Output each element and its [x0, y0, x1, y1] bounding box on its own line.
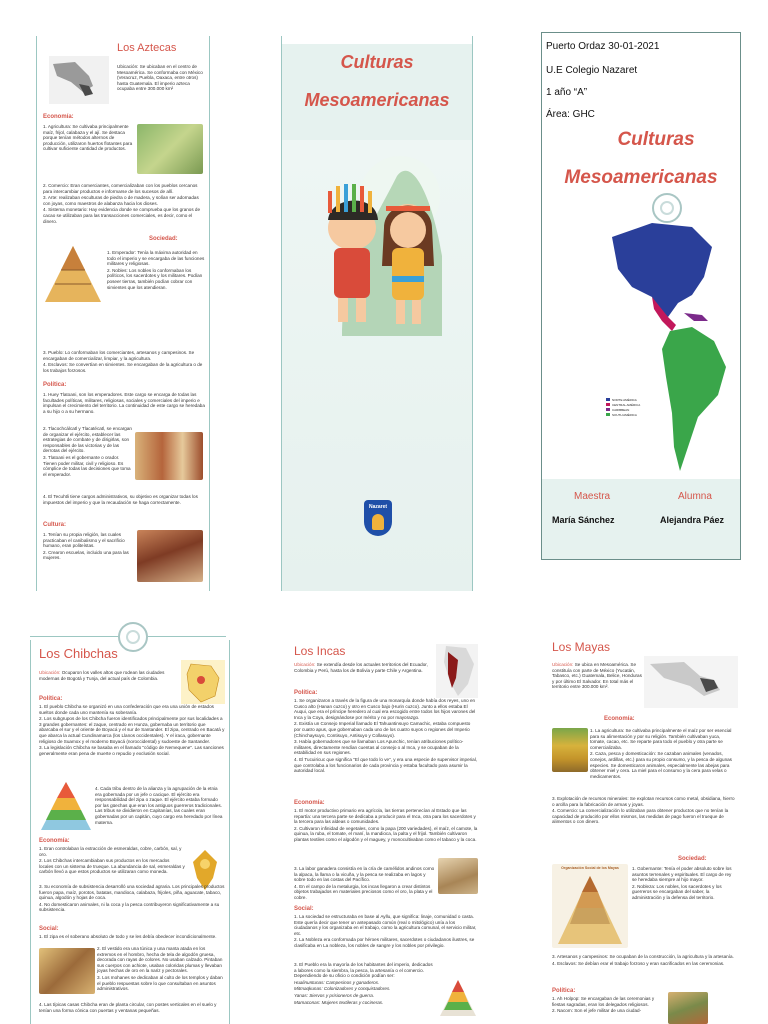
chibchas-ubicacion-label: Ubicación:: [39, 670, 61, 675]
portada-map-legend: [606, 397, 640, 417]
chibchas-top-rule-right: [148, 636, 226, 637]
chibchas-politica-2: 2. Los subgrupos de los Chibcha fueron identificados principalmente por sus localidades a 3 grandes gobernantes: el zaque, centrado en Hunza, gobernaba un territorio que abarcaba el sur y el oriente de Boyacá y el sur de Santander. El zipa, centrado en Bacatá y que abarca la actual Cundinamarca (los Llanos occidentales). Y el iraca, gobernante religioso de Suamox y el moderno Boyacá (noroccidental) y sudoeste de Santander.: [39, 716, 225, 744]
incas-pyramid-image: [438, 978, 478, 1018]
aztecas-cultura-image: [137, 530, 203, 582]
aztecas-economia-image: [137, 124, 203, 174]
panel-incas: [286, 640, 482, 1024]
aztecas-sociedad-list-2: [43, 350, 205, 374]
portada-central-logo: [364, 500, 392, 536]
portada-central-children-illustration: [302, 136, 452, 336]
incas-ubicacion: [294, 662, 434, 673]
aztecas-economia-4: 4. Sistema monetario: Hay evidencia donde se comprueba que los granos de cacao se utilizaban para las transacciones comerciales, es decir, como el dinero.: [43, 207, 201, 224]
incas-ubicacion-label: Ubicación:: [294, 662, 316, 667]
incas-title: Los Incas: [294, 644, 346, 658]
aztecas-cultura-list: [43, 532, 135, 562]
chibchas-social-1: 1. El zipa es el soberano absoluto de todo y se les debía obedecer incondicionalmente.: [39, 934, 217, 939]
mayas-economia-3: 3. Explotación de recursos minerales: Se explotan recursos como metal, obsidiana, hierro o arcilla para la fabricación de armas y joyas.: [552, 796, 735, 807]
mayas-ubicacion-label: Ubicación:: [552, 662, 574, 667]
portada-school: U.E Colegio Nazaret: [546, 65, 638, 76]
incas-social-head: Social:: [294, 906, 314, 912]
incas-politica-1: 1. Se organizaron a través de la figura de una monarquía donde había dos reyes, uno en Cusco alto (Hanan cuzco) y otro en Cusco bajo (Hurin cuzco). Junto a ellos estaba El Auqui, que era el príncipe heredero al cual era escogido entre todos los hijos varones del Inca y la Coya, designándose por mérito y no por mayorazgo.: [294, 698, 476, 720]
incas-politica-4: 4. El Tucuiricuc que significa "El que todo lo ve", y era una especie de supervisor imperial, que controlaba a los funcionarios de cada provincia y estaba facultado para asumir la autoridad local.: [294, 756, 478, 774]
portada-area: Área: GHC: [546, 109, 595, 120]
portada-city-date: Puerto Ordaz 30-01-2021: [546, 41, 660, 52]
mayas-sociedad-2: 2. Nobleza: Los nobles, los sacerdotes y los guerreros se encargaban del saber, la administración y la defensa del territorio.: [632, 883, 722, 900]
incas-economia-3: 3. La labor ganadera consistía en la cría de camélidos andinos como la alpaca, la llama o la vicuña, y la pesca se realizaba en lagos y sobre todo en las costas del Pacífico.: [294, 866, 435, 883]
chibchas-social-image: [39, 948, 95, 994]
legend-label: NORTE AMÉRICA: [612, 397, 637, 402]
mayas-sociedad-head: Sociedad:: [678, 856, 707, 862]
incas-social-7: Mamaconas: Mujeres textileras y cocineras.: [294, 999, 384, 1005]
chibchas-social-head: Social:: [39, 926, 59, 932]
aztecas-sociedad-list: [107, 250, 205, 291]
incas-politica-3: 3. Había gobernadores que se llamaban Los Apunchic, tenían atribuciones político-militares, directamente rendían cuentas al consejo o al Inca, y se ocupaban de la estabilidad en sus regiones.: [294, 739, 464, 756]
incas-economia-1: 1. El motor productivo primario era agrícola, las tierras pertenecían al Estado que las repartía: una tercera parte se dedicaba a producir para el Inca, otra para los sacerdotes y la tercera para las aldeas o comunidades.: [294, 808, 476, 825]
incas-economia-4: 4. En el campo de la metalurgia, los incas llegaron a crear distintos objetos trabajados en materiales preciosos como el oro, la plata y el cobre.: [294, 883, 433, 900]
chibchas-economia-3: 3. Su economía de subsistencia desarrolló una sociedad agraria. Los principales productos fueron papa, maíz, porotos, batatas, mandioca, calabaza, frijoles, piña, aguacate, tabaco, quinua, algodón y hojas de coca.: [39, 884, 225, 901]
incas-social-6: Yanas: Siervos y prisioneros de guerra.: [294, 992, 375, 998]
chibchas-social-3: 3. Los mohanes se dedicaban al culto de los templos y daban el pueblo respuestas sobre lo que consultaban en asuntos administrativos.: [97, 974, 223, 992]
aztecas-politica-2: 2. Tlacochcálcatl y Tlacatécatl, se encargan de organizar el ejército, establecer las estrategias de combate y de dirigirlas, son responsables de las victorias y de las derrotas del ejército.: [43, 426, 132, 454]
mayas-politica-1: 1. Ah Holpop: Se encargaban de las ceremonias y fiestas sagradas, eran los delegados religiosos.: [552, 996, 655, 1007]
mayas-sociedad-list-2: [552, 954, 736, 967]
aztecas-economia-2: 2. Comercio: Eran comerciantes, comercializaban con los pueblos cercanos para intercambiar productos e informarse de los sucesos de allí.: [43, 183, 198, 194]
mayas-politica-head: Política:: [552, 988, 576, 994]
aztecas-sociedad-head: Sociedad:: [149, 236, 178, 242]
panel-portada-central: [281, 36, 473, 591]
aztecas-politica-1: 1. Huey Tlatoani, son los emperadores. Este cargo se encarga de todas las facultades políticas, militares, religiosas, sociales y comerciales del imperio e impulsan el crecimiento del territorio. La continuidad de este cargo se heredaba a su hijo o a su hermano.: [43, 392, 205, 414]
chibchas-social-list-3: [39, 1002, 225, 1014]
chibchas-ubicacion: [39, 670, 179, 681]
incas-politica-list: [294, 698, 478, 775]
incas-social-5: Mitmaqkunas: Colonizadores y conquistadores.: [294, 986, 391, 992]
aztecas-politica-list: [43, 392, 205, 415]
panel-portada: [541, 32, 741, 560]
legend-label: CARIBBEAN: [612, 407, 630, 412]
incas-economia-list: [294, 808, 478, 844]
mayas-corn-image: [552, 728, 588, 772]
aztecas-pyramid-image: [43, 244, 103, 304]
mayas-pyramid-label: Organización Social de los Mayas: [561, 866, 619, 870]
incas-social-3: 3. El Pueblo era la mayoría de los habitantes del imperio, dedicados a labores como la siembra, la pesca, la artesanía o el comercio. Dependiendo de su oficio o condición podían ser:: [294, 962, 433, 979]
legend-item: [606, 402, 640, 407]
aztecas-politica-4: 4. El Tecuhtli tiene cargos administrativos, su objetivo es organizar todas los impuestos del imperio y que la recaudación se haga correctamente.: [43, 494, 198, 505]
aztecas-title: Los Aztecas: [117, 42, 177, 54]
incas-ubicacion-text: Se extendía desde los actuales territorios del Ecuador, Colombia y Perú, hasta los de Bolivia y parte Chile y Argentina.: [294, 662, 428, 673]
chibchas-economia-4: 4. No domesticaron animales, ni la coca y la pesca contribuyeron significativamente a su subsistencia.: [39, 901, 220, 913]
legend-swatch-icon: [606, 413, 610, 416]
portada-central-title-1: Culturas: [340, 52, 414, 72]
incas-economia-head: Economía:: [294, 800, 325, 806]
logo-text: Nazaret: [368, 504, 388, 510]
mayas-title: Los Mayas: [552, 640, 611, 654]
incas-social-4: Hualinuntunas: Campesinos y ganaderos.: [294, 979, 380, 985]
chibchas-top-rule: [30, 636, 118, 637]
aztecas-economia-list-2: [43, 183, 205, 225]
mayas-economia-list: [590, 728, 736, 780]
aztecas-sociedad-1: 1. Emperador: Tenía la máxima autoridad en todo el imperio y se encargaba de las funciones militares y religiosas.: [107, 250, 205, 267]
portada-title-2: Mesoamericanas: [564, 167, 718, 188]
mayas-economia-4: 4. Comercio: La comercialización lo utilizaban para obtener productos que no tenían la capacidad de producirlo por ellos mismos, las medidas de pago fueron el trueque de alimentos o con dinero.: [552, 808, 729, 825]
legend-swatch-icon: [606, 403, 610, 406]
chibchas-social-list-2: [97, 946, 225, 993]
portada-teacher-name: María Sánchez: [552, 515, 615, 525]
aztecas-map-image: [49, 56, 109, 104]
chibchas-politica-list: [39, 704, 225, 757]
chibchas-pyramid-image: [39, 780, 93, 832]
chibchas-politica-list-2: [95, 786, 225, 826]
chibchas-map-image: [181, 660, 225, 704]
mayas-sociedad-4: 4. Esclavos: Se debían erar el trabajo forzoso y eran sacrificados en las ceremonias.: [552, 960, 725, 966]
mayas-sociedad-list: [632, 866, 736, 902]
panel-chibchas: [30, 640, 230, 1024]
portada-student-label: Alumna: [678, 491, 712, 502]
legend-swatch-icon: [606, 408, 610, 411]
logo-emblem-icon: [372, 514, 384, 530]
mayas-politica-2: 2. Nacom: Son el jefe militar de una ciudad-: [552, 1008, 642, 1014]
panel-aztecas: [36, 36, 210, 591]
aztecas-politica-head: Política:: [43, 382, 67, 388]
chibchas-economia-head: Economía:: [39, 838, 70, 844]
portada-central-title-2: Mesoamericanas: [304, 90, 450, 110]
incas-economia-2: 2. Cultivaron infinidad de vegetales, como la papa (200 variedades), el maíz, el camote, la quinua, la ruba, el tomate, el maní, la mandioca, la palta y el frijol. También cultivaron plantas textiles como el algodón y el maguey, y monocultivaban como el tabaco y la coca.: [294, 825, 478, 842]
panel-mayas: [542, 636, 740, 1024]
legend-item: [606, 397, 640, 402]
mayas-ubicacion-text: Se ubica en Mesoamérica. Se constituía con parte de México (Yucatán, Tabasco, etc.) Guatemala, Belice, Honduras y por último El Salvador. En total más el territorio entre 300.000 km².: [552, 662, 642, 690]
aztecas-politica-list-2: [43, 426, 133, 478]
aztecas-politica-3: 3. Tlatoani es el gobernante o orador. Tienen poder militar, civil y religioso. Es cómplice de todas las decisiones que toma el emperador.: [43, 454, 131, 477]
mayas-ubicacion: [552, 662, 642, 690]
incas-economia-list-2: [294, 866, 436, 902]
portada-title-1: Culturas: [617, 129, 695, 150]
chibchas-social-4: 4. Las típicas casas Chibcha eran de planta circular, con postes verticales en el suelo y tenían una forma cónica con puertas y ventanas pequeñas.: [39, 1002, 217, 1013]
mayas-economia-1: 1. La agricultura: Se cultivaba principalmente el maíz por ser esencial para su alimentación y por su religión. También cultivaban yuca, tomate, cacao, etc. Se reparte para todo el pueblo y otra parte se comercializaba.: [590, 728, 732, 750]
portada-grade: 1 año “A”: [546, 87, 588, 98]
aztecas-sociedad-3: 3. Pueblo: Lo conformaban los comerciantes, artesanos y campesinos. Se encargaban de comercializar, limpiar, y la agricultura.: [43, 350, 195, 361]
aztecas-economia-1: 1. Agricultura: Se cultivaba principalmente maíz, frijol, calabaza y el ají. Se destaca porque tenían métodos alternos de producción, utilizaron huertos flotantes para cultivar suficiente cantidad de productos.: [43, 124, 133, 152]
aztecas-economia-3: 3. Arte: realizaban esculturas de piedra o de madera, y solían ser adornadas con joyas, como maestros de alabanza hacia los dioses.: [43, 195, 199, 206]
aztecas-cultura-head: Cultura:: [43, 522, 66, 528]
mayas-economia-2: 2. Caza, pesca y domesticación: Se cazaban animales (venados, conejos, ardillas, etc.) para su propio consumo, y la pesca de algunas especies. Se domesticaron animales, especialmente las abejas para obtener miel y cera. La miel para el consumo y la cera para velas o medicamentos.: [590, 751, 732, 779]
chibchas-economia-list-2: [39, 884, 225, 914]
aztecas-politica-image: [135, 432, 203, 480]
legend-label: SOUTH AMÉRICA: [612, 412, 637, 417]
chibchas-economia-2: 2. Los Chibchas intercambiaban sus productos en los mercados locales con un sistema de trueque. La abundancia de sal, esmeraldas y carbón llevó a que estos productos se utilizaran como moneda.: [39, 858, 185, 875]
aztecas-cultura-2: 2. Crearon escuelas, incluido una para las mujeres.: [43, 549, 129, 561]
aztecas-economia-head: Economía:: [43, 114, 74, 120]
incas-politica-head: Política:: [294, 690, 318, 696]
aztecas-intro: Ubicación: Se ubicaban en el centro de Mesoamérica. Se conformaba con México (Veracruz, Puebla, Oaxaca, entre otros) hasta Guatemala. El imperio azteca ocupaba entre 300.000 km²: [117, 64, 203, 92]
chibchas-politica-3: 3. La legislación Chibcha se basaba en el llamado "código de Nemequene". Las sanciones generalmente eran pena de muerte o repudio y exclusión social.: [39, 745, 224, 756]
incas-social-2: 2. La Nobleza era conformada por héroes militares, sacerdotes o ciudadanos ilustres, se clasificaba en La nobleza, los nobles de sangre y los nobles por privilegio.: [294, 937, 475, 948]
chibchas-economia-list: [39, 846, 185, 876]
mayas-politica-list: [552, 996, 664, 1015]
chibchas-title: Los Chibchas: [39, 646, 118, 661]
incas-social-1: 1. La sociedad se estructuraba en base al Ayllu, que significa: linaje, comunidad o casta. Este quería decir que tener un antepasado común (real o mitológico) unía a los ciudadanos y los organizaba en el trabajo, como la agricultura comunal, el servicio militar, etc.: [294, 914, 477, 936]
portada-teacher-label: Maestra: [574, 491, 611, 502]
chibchas-social-list: [39, 934, 225, 941]
legend-label: CENTRAL AMÉRICA: [612, 402, 641, 407]
aztecas-sociedad-4: 4. Esclavos: Se convertían en sirvientes. Se encargaban de la agricultura o de los trabajos forzosos.: [43, 362, 203, 373]
aztecas-cultura-1: 1. Tenían su propia religión, las cuales practicaban el canibalismo y el sacrificio humano, eran politeístas.: [43, 532, 125, 549]
chibchas-social-2: 2. El vestido era una túnica y una manta atada en los extremos en el hombro, hecha de tela de algodón gruesa, decorada con rayas de colores. No usaban calzado. Pintaban sus cuerpos con achiote, usaban coloridas plumas y llevaban joyas hechas de oro en la nariz y pectorales.: [97, 946, 223, 974]
legend-swatch-icon: [606, 398, 610, 401]
chibchas-politica-1: 1. El pueblo Chibcha se organizó en una confederación que era una unión de estados sueltos donde cada uno mantenía su soberanía.: [39, 704, 214, 715]
mayas-map-image: [644, 656, 738, 708]
chibchas-politica-4: 4. Cada tribu dentro de la alianza y la agrupación de la etnia era gobernada por un jefe o cacique. El ejército era responsabilidad del zipa o zaque. El ejército estaba formado por las güechas que eran los antiguos guerreros tradicionales. Las tribus se dividieron en Capitanías, las cuales eran gobernadas por un capitán, cuyo cargo era heredado por línea materna.: [95, 786, 223, 825]
legend-item: [606, 412, 640, 417]
aztecas-sociedad-2: 2. Nobles: Los nobles lo conformaban los políticos, los sacerdotes y los militares. Podían poseer tierras, también podían cobrar con sirvientes que los atendieran.: [107, 267, 203, 290]
mayas-sociedad-3: 3. Artesanos y campesinos: Se ocupaban de la construcción, la agricultura y la artesanía.: [552, 954, 734, 959]
portada-student-name: Alejandra Páez: [660, 515, 725, 525]
incas-politica-2: 2. Existía un Consejo Imperial llamado El Tahuantinsuyo Camachic, estaba compuesto por cuatro apus, que gobernaban cada uno de los cuatro suyos o regiones del Imperio (Chinchaysuyo, Contisuyo, Antisuyo y Collasuyo).: [294, 721, 471, 738]
incas-map-image: [436, 644, 478, 698]
mayas-codex-image: [668, 992, 708, 1024]
mayas-economia-list-2: [552, 796, 736, 826]
incas-social-list-2: [294, 962, 434, 1006]
chibchas-ubicacion-text: Ocuparon los valles altos que rodean las ciudades modernas de Bogotá y Tunja, del actual país de Colombia.: [39, 670, 165, 681]
chibchas-economia-1: 1. Eran controlaban la extracción de esmeraldas, cobre, carbón, sal, y oro.: [39, 846, 182, 857]
aztecas-economia-list: [43, 124, 135, 153]
incas-llama-image: [438, 858, 478, 894]
incas-social-list: [294, 914, 478, 950]
chibchas-politica-head: Política:: [39, 696, 63, 702]
mayas-economia-head: Economía:: [604, 716, 635, 722]
portada-americas-map: [592, 217, 732, 477]
mayas-sociedad-1: 1. Gobernante: Tenía el poder absoluto sobre los asuntos terrenales y espirituales. El cargo de rey se heredaba siempre al hijo mayor.: [632, 866, 732, 883]
aztecas-politica-list-3: [43, 494, 205, 506]
mayas-pyramid-image: [552, 864, 628, 948]
